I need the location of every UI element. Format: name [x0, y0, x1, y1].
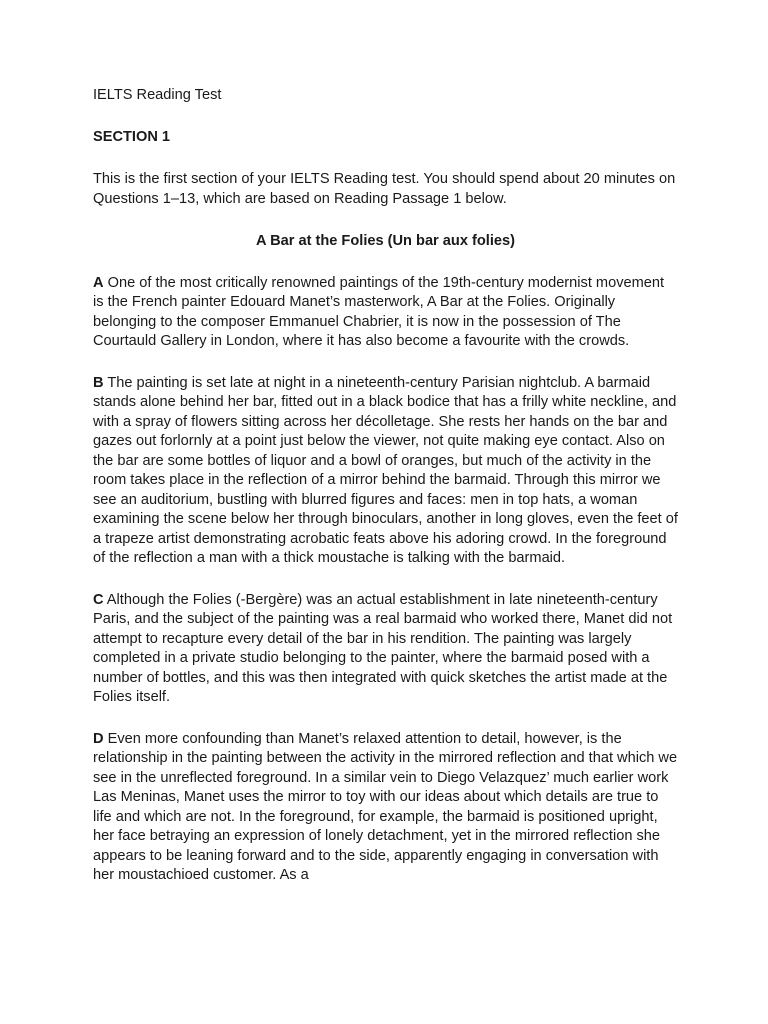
paragraph-letter: C	[93, 591, 104, 608]
paragraph-letter: D	[93, 730, 104, 747]
paragraph-text: One of the most critically renowned paintings of the 19th-century modernist movement is the French painter Edouard Manet’s masterwork, A Bar at the Folies. Originally belonging to the composer Emmanuel Chabrier, it is now in the possession of The Courtauld Gallery in London, where it has also become a favourite with the crowds.	[93, 274, 665, 349]
paragraph-letter: A	[93, 274, 104, 291]
paragraph-c	[93, 591, 678, 708]
paragraph-letter: B	[93, 374, 104, 391]
passage-title: A Bar at the Folies (Un bar aux folies)	[256, 233, 515, 249]
document-title: IELTS Reading Test	[93, 87, 222, 103]
paragraph-b	[93, 374, 678, 569]
paragraph-a	[93, 274, 678, 352]
document-page	[93, 86, 678, 908]
paragraph-text: The painting is set late at night in a nineteenth-century Parisian nightclub. A barmaid stands alone behind her bar, fitted out in a black bodice that has a frilly white neckline, and with a spray of flowers sitting across her décolletage. She rests her hands on the bar and gazes out forlornly at a point just below the viewer, not quite making eye contact. Also on the bar are some bottles of liquor and a bowl of oranges, but much of the activity in the room takes place in the reflection of a mirror behind the barmaid. Through this mirror we see an auditorium, bustling with blurred figures and faces: men in top hats, a woman examining the scene below her through binoculars, another in long gloves, even the feet of a trapeze artist demonstrating acrobatic feats above his adoring crowd. In the foreground of the reflection a man with a thick moustache is talking with the barmaid.	[93, 374, 678, 566]
paragraph-text: Although the Folies (-Bergère) was an actual establishment in late nineteenth-century Paris, and the subject of the painting was a real barmaid who worked there, Manet did not attempt to recapture every detail of the bar in his rendition. The painting was largely completed in a private studio belonging to the painter, where the barmaid posed with a number of bottles, and this was then integrated with quick sketches the artist made at the Folies itself.	[93, 591, 673, 705]
paragraph-text: Even more confounding than Manet’s relaxed attention to detail, however, is the relationship in the painting between the activity in the mirrored reflection and that which we see in the unreflected foreground. In a similar vein to Diego Velazquez’ much earlier work Las Meninas, Manet uses the mirror to toy with our ideas about which details are true to life and which are not. In the foreground, for example, the barmaid is positioned upright, her face betraying an expression of lonely detachment, yet in the mirrored reflection she appears to be leaning forward and to the side, apparently engaging in conversation with her moustachioed customer. As a	[93, 730, 678, 883]
section-heading: SECTION 1	[93, 128, 171, 145]
intro-paragraph: This is the first section of your IELTS Reading test. You should spend about 20 minutes on Questions 1–13, which are based on Reading Passage 1 below.	[93, 171, 676, 207]
paragraph-d	[93, 730, 678, 886]
